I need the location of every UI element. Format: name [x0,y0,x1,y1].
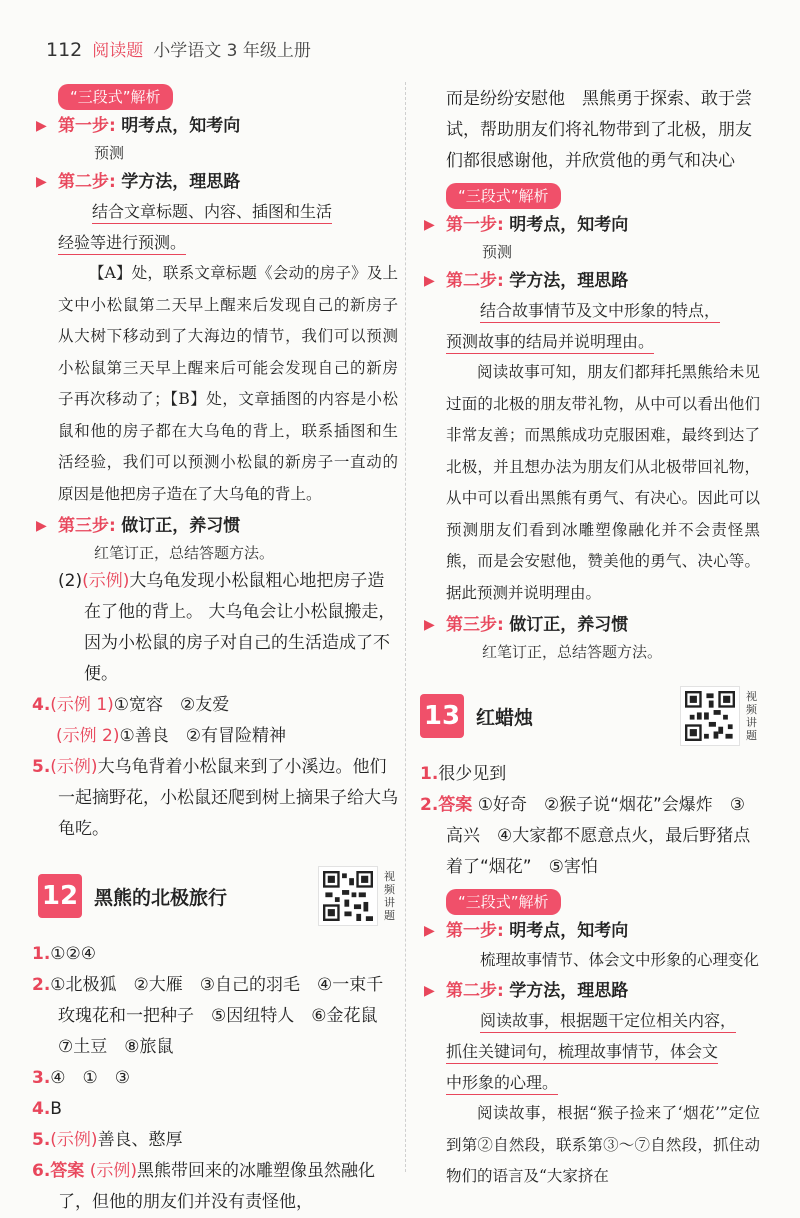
arrow-icon: ▶ [424,617,435,633]
step-label: 第三步: [446,615,504,635]
answer-number: 5. [32,757,51,777]
step-title: 做订正，养习惯 [509,615,629,635]
step-title: 明考点，知考向 [509,215,629,235]
lesson-number: 13 [420,694,464,738]
step-label: 第三步: [58,516,116,536]
answer-number: 2. [32,975,51,995]
step-3 [32,512,398,540]
answer-text: ①好奇 ②猴子说“烟花”会爆炸 ③高兴 ④大家都不愿意点火，最后野猪点着了“烟花” ⑤害怕 [446,795,751,877]
right-column [420,84,760,1194]
step-label: 第一步: [446,921,504,941]
method-line-1 [420,1005,760,1036]
page-number: 112 [46,39,83,61]
qr-graphic [685,691,735,741]
example-tag: (示例 2) [56,726,120,746]
answer-number: 6. [32,1161,51,1181]
q12-2 [32,970,398,1063]
underlined-text: 结合文章标题、内容、插图和生活 [92,202,332,224]
analysis-paragraph-2: 阅读故事，根据“猴子捡来了‘烟花’”定位到第②自然段，联系第③～⑦自然段，抓住动物们的语言及“大家挤在 [446,1104,760,1185]
video-label: 视频讲题 [746,690,757,742]
q12-5 [32,1125,398,1156]
analysis-badge: “三段式”解析 [446,183,561,209]
step-1 [32,112,398,140]
step-2 [420,267,760,295]
step-label: 第二步: [58,172,116,192]
answer-number: 1. [32,944,51,964]
arrow-icon: ▶ [36,174,47,190]
underlined-text: 结合故事情节及文中形象的特点， [480,301,720,323]
step-label: 第一步: [58,116,116,136]
answer-5 [32,752,398,845]
answer-2-2 [32,566,398,690]
step-3-sub: 红笔订正，总结答题方法。 [94,544,275,562]
lesson-12-header [38,853,398,939]
answer-text: ①善良 ②有冒险精神 [119,726,286,746]
badge-row [420,183,760,209]
lesson-title: 黑熊的北极旅行 [94,886,228,909]
section-tag: 阅读题 [92,41,144,61]
analysis-badge: “三段式”解析 [446,889,561,915]
example-tag: (示例) [89,1161,137,1181]
method-line-1 [420,295,760,326]
answer-number: 1. [420,764,439,784]
step-2 [32,168,398,196]
method-line-1 [32,196,398,227]
analysis-badge: “三段式”解析 [58,84,173,110]
example-tag: (示例) [50,1130,98,1150]
step-3-sub: 红笔订正，总结答题方法。 [482,643,663,661]
arrow-icon: ▶ [424,923,435,939]
step-1b [420,917,760,945]
answer-text: 黑熊带回来的冰雕塑像虽然融化了，但他的朋友们并没有责怪他， [58,1161,375,1212]
underlined-text: 抓住关键词句，梳理故事情节，体会文 [446,1042,718,1064]
method-line-2 [420,326,760,357]
lesson-13-header [420,673,760,759]
step-title: 学方法，理思路 [121,172,241,192]
answer-text: ④ ① ③ [50,1068,131,1088]
step-3 [420,611,760,639]
answer-prefix: (2) [58,571,83,591]
qr-code-icon[interactable] [318,866,378,926]
underlined-text: 预测故事的结局并说明理由。 [446,332,654,354]
answer-text: 大乌龟发现小松鼠粗心地把房子造在了他的背上。 大乌龟会让小松鼠搬走，因为小松鼠的房子对自己的生活造成了不便。 [84,571,396,684]
lesson-number: 12 [38,874,82,918]
answer-4b [32,721,398,752]
step-label: 第一步: [446,215,504,235]
answer-text: 大乌龟背着小松鼠来到了小溪边。他们一起摘野花，小松鼠还爬到树上摘果子给大乌龟吃。 [58,757,398,839]
answer-text: ①北极狐 ②大雁 ③自己的羽毛 ④一束千玫瑰花和一把种子 ⑤因纽特人 ⑥金花鼠 ⑦土豆 ⑧旅鼠 [50,975,395,1057]
underlined-text: 中形象的心理。 [446,1073,558,1095]
answer-text: 很少见到 [438,764,507,784]
answer-text: B [50,1099,62,1119]
column-divider [405,82,406,1172]
step-label: 第二步: [446,981,504,1001]
arrow-icon: ▶ [36,118,47,134]
q12-4 [32,1094,398,1125]
step-1-sub: 预测 [94,144,125,162]
qr-graphic [323,871,373,921]
example-tag: (示例) [82,571,130,591]
answer-text: 善良、憨厚 [97,1130,183,1150]
answer-number: 4. [32,695,51,715]
left-column [32,84,398,1218]
step-1 [420,211,760,239]
step-title: 学方法，理思路 [509,271,629,291]
arrow-icon: ▶ [424,217,435,233]
arrow-icon: ▶ [424,273,435,289]
q13-1 [420,759,760,790]
arrow-icon: ▶ [424,983,435,999]
step-2b [420,977,760,1005]
book-title: 小学语文 3 年级上册 [153,41,311,61]
analysis-paragraph: 阅读故事可知，朋友们都拜托黑熊给未见过面的北极的朋友带礼物，从中可以看出他们非常友善；而黑熊成功克服困难，最终到达了北极，并且想办法为朋友们从北极带回礼物，从中可以看出黑熊有勇气、有决心。因此可以预测朋友们看到冰雕塑像融化并不会责怪黑熊，而是会安慰他，赞美他的勇气、决心等。据此预测并说明理由。 [446,363,760,602]
qr-code-icon[interactable] [680,686,740,746]
q12-3 [32,1063,398,1094]
answer-number: 2. [420,795,439,815]
step-title: 学方法，理思路 [509,981,629,1001]
step-title: 明考点，知考向 [509,921,629,941]
method-line-2 [32,227,398,258]
step-label: 第二步: [446,271,504,291]
answer-4 [32,690,398,721]
answer-number: 5. [32,1130,51,1150]
method-line-3 [420,1067,760,1098]
answer-number: 4. [32,1099,51,1119]
example-tag: (示例 1) [50,695,114,715]
answer-key-tag: 答案 [50,1161,85,1181]
underlined-text: 经验等进行预测。 [58,233,186,255]
badge-row [32,84,398,110]
q13-2 [420,790,760,883]
answer-text: ①②④ [50,944,97,964]
q12-6-continued: 而是纷纷安慰他 黑熊勇于探索、敢于尝试，帮助朋友们将礼物带到了北极，朋友们都很感谢他，并欣赏他的勇气和决心 [446,89,752,171]
method-line-2 [420,1036,760,1067]
page-header [46,36,311,76]
step-1b-sub: 梳理故事情节、体会文中形象的心理变化 [480,951,760,969]
lesson-title: 红蜡烛 [476,706,534,729]
example-tag: (示例) [50,757,98,777]
analysis-paragraph: 【A】处，联系文章标题《会动的房子》及上文中小松鼠第二天早上醒来后发现自己的新房子从大树下移动到了大海边的情节，我们可以预测小松鼠第三天早上醒来后可能会发现自己的新房子再次移动了；【B】处，文章插图的内容是小松鼠和他的房子都在大乌龟的背上，联系插图和生活经验，我们可以预测小松鼠的新房子一直动的原因是他把房子造在了大乌龟的背上。 [58,264,398,503]
answer-number: 3. [32,1068,51,1088]
step-title: 做订正，养习惯 [121,516,241,536]
video-label: 视频讲题 [384,870,395,922]
underlined-text: 阅读故事，根据题干定位相关内容， [480,1011,736,1033]
step-1-sub: 预测 [482,243,513,261]
badge-row [420,889,760,915]
arrow-icon: ▶ [36,518,47,534]
answer-key-tag: 答案 [438,795,473,815]
answer-text: ①宽容 ②友爱 [113,695,230,715]
q12-6 [32,1156,398,1218]
q12-1 [32,939,398,970]
step-title: 明考点，知考向 [121,116,241,136]
